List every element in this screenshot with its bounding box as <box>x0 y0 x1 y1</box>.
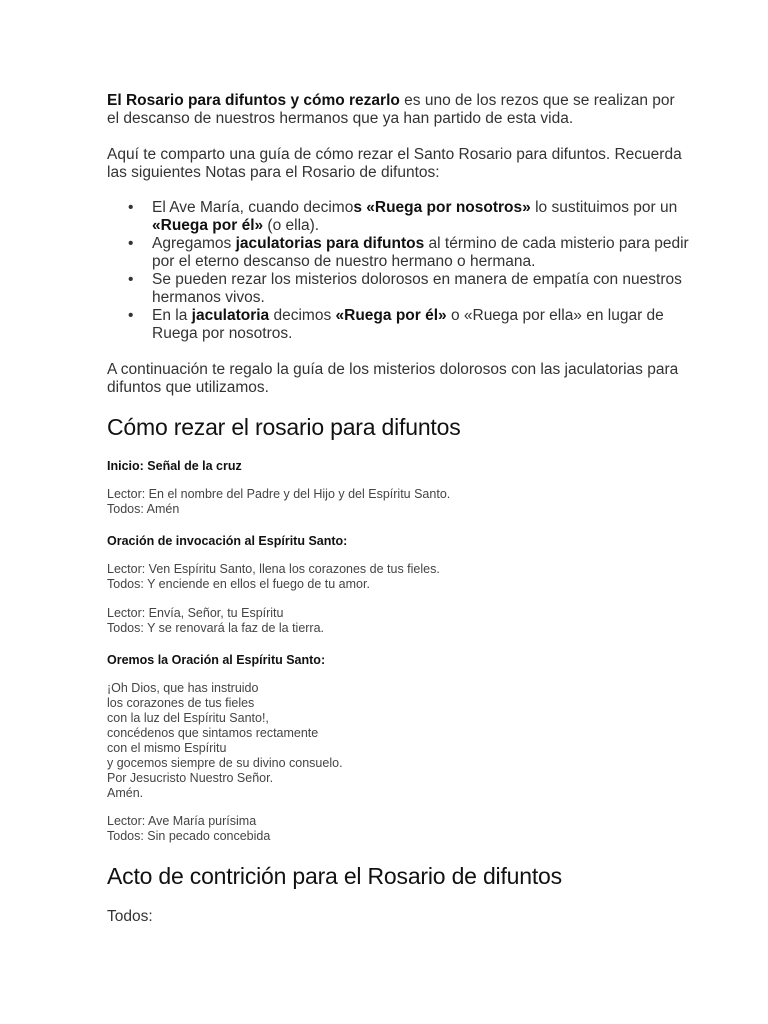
prayer-line: los corazones de tus fieles <box>107 696 255 710</box>
text-line: Lector: Envía, Señor, tu Espíritu <box>107 606 284 620</box>
note-bold: jaculatorias para difuntos <box>235 235 425 252</box>
note-bold: jaculatoria <box>191 307 270 324</box>
guide-paragraph: Aquí te comparto una guía de cómo rezar el Santo Rosario para difuntos. Recuerda las siguientes Notas para el Rosario de difuntos: <box>107 146 682 181</box>
intro-rest: es uno de los rezos que se realizan por el descanso de nuestros hermanos que ya han partido de esta vida. <box>107 92 675 127</box>
note-text: al término de cada misterio para pedir por el eterno descanso de nuestro hermano o hermana. <box>152 235 689 270</box>
heading-como-rezar: Cómo rezar el rosario para difuntos <box>107 414 461 440</box>
prayer-line: ¡Oh Dios, que has instruido <box>107 681 259 695</box>
text-line: Todos: Y enciende en ellos el fuego de tu amor. <box>107 577 370 591</box>
note-text: Agregamos <box>152 235 236 252</box>
invocacion-block-1 <box>107 562 667 592</box>
note-bold: «Ruega por él» <box>335 307 447 324</box>
prayer-line: Amén. <box>107 786 144 800</box>
note-text: o «Ruega por ella» en lugar de Ruega por nosotros. <box>152 307 664 342</box>
notes-list <box>107 199 712 343</box>
subheading-invocacion: Oración de invocación al Espíritu Santo: <box>107 534 348 548</box>
note-text: decimos <box>269 307 336 324</box>
text-line: Lector: En el nombre del Padre y del Hijo y del Espíritu Santo. <box>107 487 451 501</box>
note-text: En la <box>152 307 192 324</box>
prayer-line: concédenos que sintamos rectamente <box>107 726 319 740</box>
invocacion-block-2 <box>107 606 667 636</box>
prayer-line: y gocemos siempre de su divino consuelo. <box>107 756 343 770</box>
list-item <box>152 235 712 271</box>
list-item <box>152 307 712 343</box>
text-line: Todos: Sin pecado concebida <box>107 829 271 843</box>
note-bold: s «Ruega por nosotros» <box>353 199 531 216</box>
text-line: Lector: Ven Espíritu Santo, llena los corazones de tus fieles. <box>107 562 440 576</box>
heading-acto-contricion: Acto de contrición para el Rosario de difuntos <box>107 863 562 889</box>
note-bold: «Ruega por él» <box>152 217 264 234</box>
note-text: Se pueden rezar los misterios dolorosos en manera de empatía con nuestros hermanos vivos. <box>152 271 682 306</box>
text-line: Todos: Y se renovará la faz de la tierra. <box>107 621 325 635</box>
list-item <box>152 199 712 235</box>
continuation-paragraph: A continuación te regalo la guía de los misterios dolorosos con las jaculatorias para difuntos que utilizamos. <box>107 361 679 396</box>
note-text: lo sustituimos por un <box>530 199 678 216</box>
note-text: El Ave María, cuando decimo <box>152 199 354 216</box>
subheading-oremos: Oremos la Oración al Espíritu Santo: <box>107 653 326 667</box>
prayer-line: con el mismo Espíritu <box>107 741 227 755</box>
text-line: Lector: Ave María purísima <box>107 814 257 828</box>
subheading-inicio: Inicio: Señal de la cruz <box>107 459 242 473</box>
intro-bold: El Rosario para difuntos y cómo rezarlo <box>107 92 400 109</box>
prayer-line: con la luz del Espíritu Santo!, <box>107 711 269 725</box>
todos-label: Todos: <box>107 908 153 925</box>
intro-paragraph <box>107 92 687 128</box>
oremos-prayer <box>107 681 667 801</box>
inicio-lines <box>107 487 667 517</box>
list-item <box>152 271 712 307</box>
text-line: Todos: Amén <box>107 502 180 516</box>
oremos-closing <box>107 814 667 844</box>
prayer-line: Por Jesucristo Nuestro Señor. <box>107 771 274 785</box>
note-text: (o ella). <box>263 217 320 234</box>
